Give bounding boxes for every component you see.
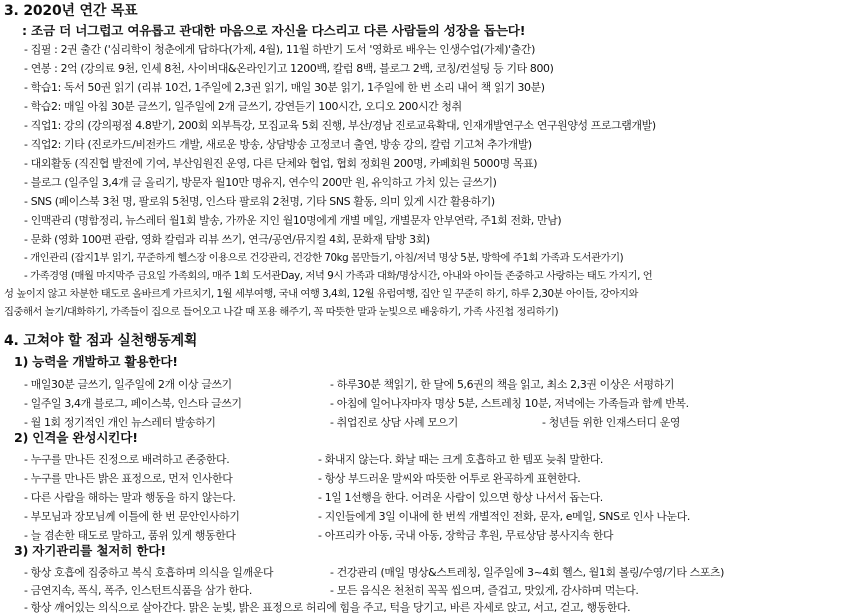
goal-item: - 직업2: 기타 (진로카드/비전카드 개발, 새로운 방송, 상담방송 고정코너 출연, 방송 강의, 칼럼 기고처 추가개발) <box>24 138 532 151</box>
action-item: - 항상 부드러운 말씨와 따뜻한 어투로 완곡하게 표현한다. <box>318 472 581 485</box>
action-item: - 하루30분 책읽기, 한 달에 5,6권의 책을 읽고, 최소 2,3권 이상은 서평하기 <box>330 378 674 391</box>
action-item: - 늘 겸손한 태도로 말하고, 품위 있게 행동한다 <box>24 529 236 542</box>
goal-item: - 직업1: 강의 (강의평점 4.8받기, 200회 외부특강, 모집교육 5회 진행, 부산/경남 진로교육확대, 인재개발연구소 연구원양성 프로그램개발) <box>24 119 656 132</box>
goal-item-personal: - 개인관리 (잡지1부 읽기, 꾸준하게 헬스장 이용으로 건강관리, 건강한 70kg 몸만들기, 아침/저녁 명상 5분, 방학에 주1회 가족과 도서관가기) <box>24 252 624 264</box>
action-item: - 아침에 일어나자마자 명상 5분, 스트레칭 10분, 저녁에는 가족들과 함께 반복. <box>330 397 689 410</box>
goal-item: - 인맥관리 (명함정리, 뉴스레터 월1회 발송, 가까운 지인 월10명에게 개별 메일, 개별문자 안부연락, 주1회 전화, 만남) <box>24 214 562 227</box>
section-4-title: 4. 고쳐야 할 점과 실천행동계획 <box>4 333 198 349</box>
subsection-2-title: 2) 인격을 완성시킨다! <box>14 430 138 445</box>
action-item: - 1일 1선행을 한다. 어려운 사람이 있으면 항상 나서서 돕는다. <box>318 491 603 504</box>
action-item: - 월 1회 정기적인 개인 뉴스레터 발송하기 <box>24 416 216 429</box>
goal-item-family: - 가족경영 (매월 마지막주 금요일 가족회의, 매주 1회 도서관Day, 저녁 9시 가족과 대화/명상시간, 아내와 아이들 존중하고 사랑하는 태도 가지기, 언 <box>24 270 653 282</box>
action-item-last: - 항상 깨어있는 의식으로 살아간다. 맑은 눈빛, 밝은 표정으로 허리에 힘을 주고, 턱을 당기고, 바른 자세로 앉고, 서고, 걷고, 행동한다. <box>24 601 631 614</box>
goal-item: - 학습2: 매일 아침 30분 글쓰기, 일주일에 2개 글쓰기, 강연듣기 100시간, 오디오 200시간 청취 <box>24 100 462 113</box>
action-item: - 금연지속, 폭식, 폭주, 인스턴트식품을 삼가 한다. <box>24 584 252 597</box>
action-item: - 누구를 만나든 진정으로 배려하고 존중한다. <box>24 453 230 466</box>
action-item: - 누구를 만나든 밝은 표정으로, 먼저 인사한다 <box>24 472 233 485</box>
action-item: - 화내지 않는다. 화날 때는 크게 호흡하고 한 템포 늦춰 말한다. <box>318 453 604 466</box>
goal-item: - 집필 : 2권 출간 ('심리학이 청춘에게 답하다(가제, 4월), 11월 하반기 도서 '영화로 배우는 인생수업(가제)'출간) <box>24 43 535 56</box>
goal-item: - 대외활동 (직진협 발전에 기여, 부산임원진 운영, 다른 단체와 협업, 협회 정회원 200명, 카페회원 5000명 목표) <box>24 157 538 170</box>
goal-item-family-continued: 성 높이지 않고 차분한 태도로 올바르게 가르치기, 1월 세부여행, 국내 여행 3,4회, 12월 유럽여행, 집안 일 꾸준히 하기, 하루 2,30분 아이들, 강아지와 <box>4 288 639 300</box>
goal-item: - 연봉 : 2억 (강의료 9천, 인세 8천, 사이버대&온라인기고 1200백, 칼럼 8백, 블로그 2백, 코칭/컨설팅 등 기타 800) <box>24 62 554 75</box>
action-item: - 부모님과 장모님께 이틀에 한 번 문안인사하기 <box>24 510 240 523</box>
subsection-3-title: 3) 자기관리를 철저히 한다! <box>14 543 166 558</box>
section-3-title: 3. 2020년 연간 목표 <box>4 3 138 19</box>
action-item: - 다른 사람을 해하는 말과 행동을 하지 않는다. <box>24 491 236 504</box>
section-3-subtitle: : 조금 더 너그럽고 여유롭고 관대한 마음으로 자신을 다스리고 다른 사람들의 성장을 돕는다! <box>22 23 526 38</box>
goal-item: - 학습1: 독서 50권 읽기 (리뷰 10건, 1주일에 2,3권 읽기, 매일 30분 읽기, 1주일에 한 번 소리 내어 책 읽기 30분) <box>24 81 545 94</box>
action-item: - 취업진로 상담 사례 모으기 <box>330 416 458 429</box>
goal-item: - 문화 (영화 100편 관람, 영화 칼럼과 리뷰 쓰기, 연극/공연/뮤지컬 4회, 문화재 탐방 3회) <box>24 233 430 246</box>
action-item: - 아프리카 아동, 국내 아동, 장학금 후원, 무료상담 봉사지속 한다 <box>318 529 614 542</box>
action-item: - 항상 호흡에 집중하고 복식 호흡하며 의식을 일깨운다 <box>24 566 274 579</box>
action-item: - 건강관리 (매일 명상&스트레칭, 일주일에 3~4회 헬스, 월1회 볼링/수영/기타 스포츠) <box>330 566 725 579</box>
action-item: - 매일30분 글쓰기, 일주일에 2개 이상 글쓰기 <box>24 378 232 391</box>
subsection-1-title: 1) 능력을 개발하고 활용한다! <box>14 354 178 369</box>
action-item: - 모든 음식은 천천히 꼭꼭 씹으며, 즐겁고, 맛있게, 감사하며 먹는다. <box>330 584 639 597</box>
action-item: - 일주일 3,4개 블로그, 페이스북, 인스타 글쓰기 <box>24 397 242 410</box>
goal-item: - 블로그 (일주일 3,4개 글 올리기, 방문자 월10만 명유지, 연수익 200만 원, 유익하고 가치 있는 글쓰기) <box>24 176 497 189</box>
goal-item: - SNS (페이스북 3천 명, 팔로워 5천명, 인스타 팔로워 2천명, 기타 SNS 활동, 의미 있게 시간 활용하기) <box>24 195 495 208</box>
action-item: - 청년들 위한 인재스터디 운영 <box>542 416 681 429</box>
goal-item-family-continued: 집중해서 놀기/대화하기, 가족들이 집으로 들어오고 나갈 때 포용 해주기, 꼭 따뜻한 말과 눈빛으로 배웅하기, 가족 사진첩 정리하기) <box>4 306 559 318</box>
action-item: - 지인들에게 3일 이내에 한 번씩 개별적인 전화, 문자, e메일, SNS로 인사 나눈다. <box>318 510 690 523</box>
